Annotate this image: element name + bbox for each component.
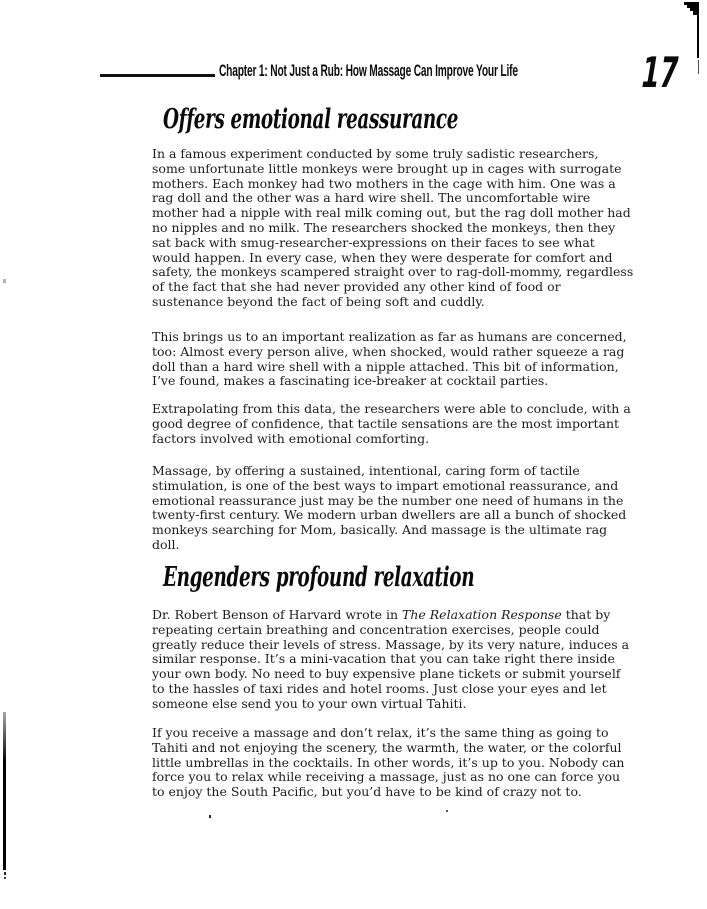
relaxation-paragraph-post: that by repeating certain breathing and concentration exercises, people could greatly reduce their levels of stress. Massage, by its very nature, induces a similar response. It’s a mini-vacation that you can take right there inside your own body. No need to buy expensive plane tickets or submit yourself to the hassles of taxi rides and hotel rooms. Just close your eyes and let someone else send you to your own virtual Tahiti.: [152, 607, 630, 711]
scan-artifact-left-edge-line: [3, 712, 6, 870]
paragraph-relaxation-response: [152, 608, 634, 712]
section-heading-offers-emotional-reassurance: Offers emotional reassurance: [163, 104, 459, 135]
paragraph-extrapolating: Extrapolating from this data, the researchers were able to conclude, with a good degree of confidence, that tactile sensations are the most important factors involved with emotional comforting.: [152, 401, 631, 446]
header-rule: [100, 74, 215, 77]
scan-artifact-corner-line: [697, 2, 699, 58]
scan-speck: [209, 815, 211, 818]
relaxation-paragraph-pre: Dr. Robert Benson of Harvard wrote in: [152, 607, 403, 622]
section-heading-engenders-profound-relaxation: Engenders profound relaxation: [163, 562, 475, 593]
scan-speck: [4, 877, 6, 879]
scan-artifact-corner-line-tail: [698, 60, 699, 74]
paragraph-tahiti: If you receive a massage and don’t relax, it’s the same thing as going to Tahiti and not enjoying the scenery, the warmth, the water, or the colorful little umbrellas in the cocktails. In other words, it’s up to you. Nobody can force you to relax while receiving a massage, just as no one can force you to enjoy the South Pacific, but you’d have to be kind of crazy not to.: [152, 725, 625, 800]
scan-speck: [3, 279, 6, 283]
book-citation-relaxation-response: The Relaxation Response: [402, 607, 562, 622]
chapter-title: Chapter 1: Not Just a Rub: How Massage Can Improve Your Life: [219, 61, 518, 80]
paragraph-human-realization: This brings us to an important realization as far as humans are concerned, too: Almost every person alive, when shocked, would rather squeeze a rag doll than a hard wire shell with a nipple attached. This bit of information, I’ve found, makes a fascinating ice-breaker at cocktail parties.: [152, 329, 627, 389]
paragraph-massage-reassurance: Massage, by offering a sustained, intentional, caring form of tactile stimulation, is one of the best ways to impart emotional reassurance, and emotional reassurance just may be the number one need of humans in the twenty-first century. We modern urban dwellers are all a bunch of shocked monkeys searching for Mom, basically. And massage is the ultimate rag doll.: [152, 463, 627, 552]
page-number: 17: [640, 48, 680, 97]
scan-speck: [446, 810, 448, 812]
paragraph-monkey-experiment: In a famous experiment conducted by some truly sadistic researchers, some unfortunate little monkeys were brought up in cages with surrogate mothers. Each monkey had two mothers in the cage with him. One was a rag doll and the other was a hard wire shell. The uncomfortable wire mother had a nipple with real milk coming out, but the rag doll mother had no nipples and no milk. The researchers shocked the monkeys, then they sat back with smug-researcher-expressions on their faces to see what would happen. In every case, when they were desperate for comfort and safety, the monkeys scampered straight over to rag-doll-mommy, regardless of the fact that she had never provided any other kind of food or sustenance beyond the fact of being soft and cuddly.: [152, 146, 634, 309]
scan-speck: [4, 872, 6, 875]
